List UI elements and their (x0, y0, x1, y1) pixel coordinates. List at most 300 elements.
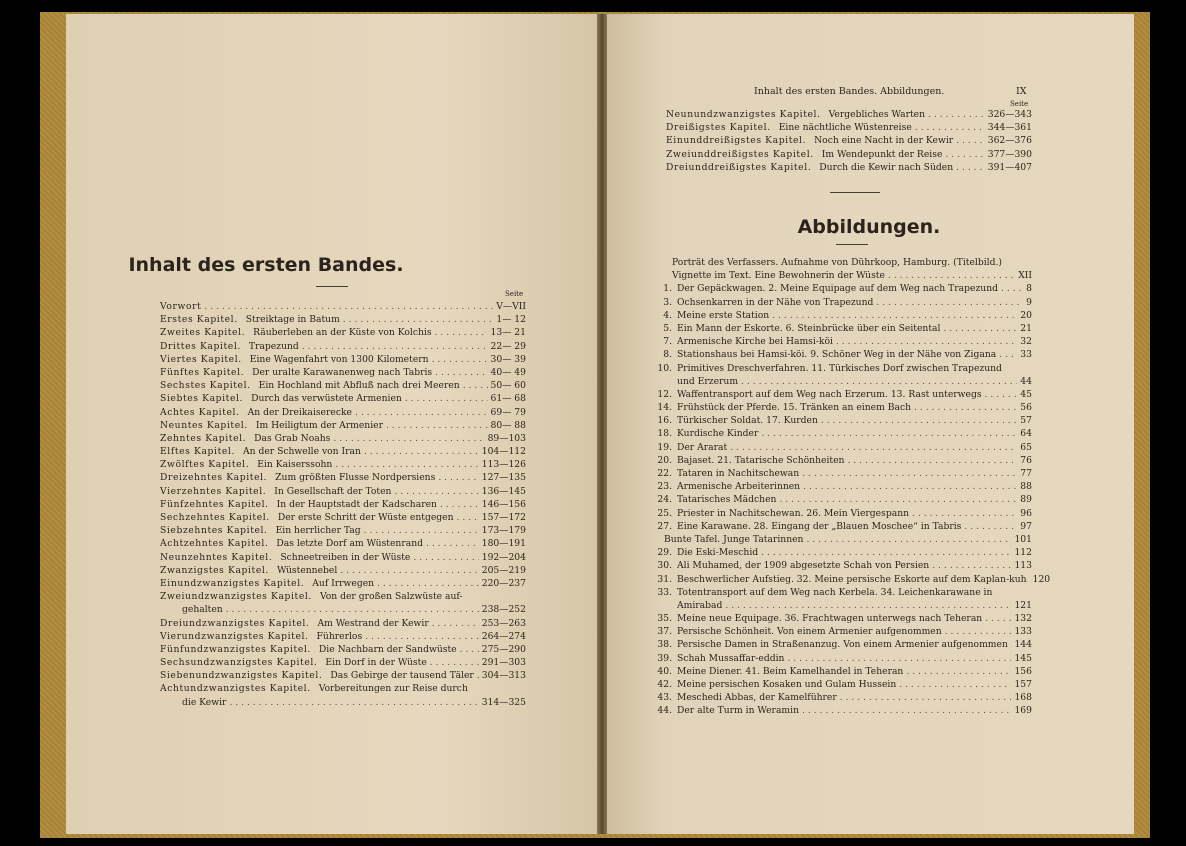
illustration-label (652, 348, 996, 361)
illustration-number: 33. (657, 586, 672, 598)
chapter-number: Dreiundzwanzigstes Kapitel. (160, 617, 310, 629)
toc-entry (160, 326, 526, 339)
illustration-label (652, 638, 1008, 651)
toc-entry (666, 134, 1032, 147)
illustration-page: 65 (1020, 441, 1032, 453)
toc-entry (160, 300, 526, 313)
illustration-caption: Eine Karawane. 28. Eingang der „Blauen Moschee“ in Tabris (677, 520, 962, 532)
toc-entry (160, 458, 526, 471)
illustration-number: 38. (657, 639, 672, 651)
page-range: 180—191 (481, 538, 526, 550)
chapter-title: Räuberleben an der Küste von Kolchis (253, 327, 432, 339)
illustration-entry (652, 625, 1032, 638)
leader-dots (430, 656, 479, 669)
toc-entry (160, 564, 526, 577)
toc-entry-label (160, 340, 299, 353)
toc-entry-label (160, 326, 432, 339)
leader-dots (333, 432, 484, 445)
illustration-entry (652, 493, 1032, 506)
page-range: V—VII (496, 301, 526, 312)
toc-entry-label (666, 108, 925, 121)
toc-entry (160, 682, 526, 695)
page-range: 264—274 (481, 630, 526, 642)
illustration-caption: Die Eski-Meschid (677, 547, 759, 559)
running-head: Inhalt des ersten Bandes. Abbildungen. (754, 86, 945, 97)
toc-entry-label (160, 366, 432, 379)
illustration-page: XII (1018, 270, 1032, 282)
leader-dots (477, 669, 479, 682)
illustration-label (652, 362, 1002, 375)
toc-entry-label (160, 392, 402, 405)
illustration-number: 12. (657, 388, 672, 400)
illustration-entry (652, 586, 1032, 599)
illustration-caption: Armenische Arbeiterinnen (677, 481, 801, 493)
chapter-number: Achtzehntes Kapitel. (160, 538, 269, 550)
illustration-page: 157 (1014, 679, 1032, 690)
illustration-entry (652, 335, 1032, 348)
chapter-number: Neunzehntes Kapitel. (160, 551, 273, 563)
leader-dots (229, 696, 478, 709)
toc-entry (160, 524, 526, 537)
toc-entry (666, 161, 1032, 174)
illustration-caption: Frühstück der Pferde. 15. Tränken an einem Bach (677, 402, 912, 414)
illustration-label (652, 704, 799, 717)
toc-entry-label (160, 630, 362, 643)
chapter-title: Durch das verwüstete Armenien (251, 393, 402, 405)
chapter-title: Zum größten Flusse Nordpersiens (275, 472, 436, 484)
leader-dots (435, 366, 487, 379)
illustration-caption: Priester in Nachitschewan. 26. Mein Viergespann (677, 507, 910, 519)
illustration-caption: Waffentransport auf dem Weg nach Erzerum. 13. Rast unterwegs (677, 388, 982, 400)
illustration-label (652, 269, 885, 282)
illustration-page: 32 (1020, 336, 1032, 348)
illustration-entry (652, 375, 1032, 388)
toc-entry (160, 445, 526, 458)
toc-entry-label (160, 419, 383, 432)
chapter-number: Siebzehntes Kapitel. (160, 525, 268, 537)
toc-entry-label (160, 590, 463, 603)
illustration-label (652, 546, 758, 559)
leader-dots (803, 480, 1017, 493)
illustration-label (652, 652, 784, 665)
illustration-page: 168 (1014, 692, 1032, 704)
page-range: 40— 49 (490, 366, 526, 378)
illustration-label (652, 414, 818, 427)
illustration-entry (652, 652, 1032, 665)
page-range: 173—179 (481, 525, 526, 537)
chapter-number: Achtundzwanzigstes Kapitel. (160, 683, 311, 695)
illustration-page: 20 (1020, 309, 1032, 321)
chapter-title: Das Grab Noahs (254, 432, 331, 444)
chapter-title: Führerlos (316, 630, 363, 642)
illustration-number: 39. (657, 652, 672, 664)
toc-entry-continuation (160, 603, 526, 616)
illustration-label (664, 533, 803, 546)
illustration-caption: Persische Schönheit. Von einem Armenier aufgenommen (677, 626, 942, 638)
page-range: 391—407 (987, 161, 1032, 173)
leader-dots (302, 340, 488, 353)
toc-entry-label (160, 537, 423, 550)
toc-entry (160, 630, 526, 643)
illustration-page: 96 (1020, 507, 1032, 519)
page-range: 104—112 (481, 446, 526, 458)
chapter-number: Zwölftes Kapitel. (160, 459, 250, 471)
illustration-number: 25. (657, 507, 672, 519)
illustration-label (652, 678, 896, 691)
toc-entry (160, 432, 526, 445)
page-range: 326—343 (987, 109, 1032, 120)
leader-dots (985, 612, 1011, 625)
illustrations-title: Abbildungen. (797, 216, 941, 238)
page-range: 220—237 (481, 577, 526, 589)
leader-dots (906, 665, 1011, 678)
leader-dots (914, 401, 1017, 414)
illustrations-rule (836, 244, 868, 245)
chapter-number: Siebenundzwanzigstes Kapitel. (160, 670, 323, 682)
toc-entry-label (160, 445, 361, 458)
illustration-page: 21 (1020, 322, 1032, 334)
illustration-page: 64 (1020, 428, 1032, 440)
section-rule (830, 192, 880, 193)
illustration-caption: Der Gepäckwagen. 2. Meine Equipage auf dem Weg nach Trapezund (677, 283, 999, 295)
illustration-number: 31. (657, 573, 672, 585)
toc-entry (160, 656, 526, 669)
illustration-caption: Schah Mussaffar-eddin (677, 652, 785, 664)
illustration-entry (652, 362, 1032, 375)
leader-dots (761, 546, 1011, 559)
toc-entry-label (160, 353, 429, 366)
illustration-page: 77 (1020, 468, 1032, 479)
chapter-title: An der Schwelle von Iran (242, 446, 361, 458)
toc-entry-label (160, 682, 468, 695)
illustration-label (652, 335, 833, 348)
toc-entry (160, 577, 526, 590)
leader-dots (836, 335, 1017, 348)
illustration-label (652, 586, 992, 599)
leader-dots (413, 551, 478, 564)
toc-entry-label (160, 564, 337, 577)
illustration-number: 24. (657, 494, 672, 506)
leader-dots (340, 564, 478, 577)
toc-entry (160, 353, 526, 366)
page-range: 314—325 (481, 696, 526, 708)
chapter-number: Sechzehntes Kapitel. (160, 512, 270, 523)
leader-dots (806, 533, 1011, 546)
leader-dots (460, 643, 479, 656)
page-range: 69— 79 (490, 406, 526, 418)
chapter-number: Viertes Kapitel. (160, 353, 242, 365)
leader-dots (802, 704, 1011, 717)
leader-dots (912, 507, 1017, 520)
chapter-title: Wüstennebel (276, 564, 338, 576)
illustration-page: 33 (1020, 349, 1032, 361)
title-rule (316, 286, 348, 287)
illustration-label (652, 427, 758, 440)
illustration-page: 97 (1020, 520, 1032, 532)
chapter-number: Fünftes Kapitel. (160, 366, 245, 378)
toc-list (160, 300, 526, 709)
chapter-title: Das Gebirge der tausend Täler (330, 670, 474, 682)
illustration-number: 35. (657, 613, 672, 625)
toc-entry-label (666, 121, 912, 134)
illustration-entry (652, 520, 1032, 533)
illustration-number: 8. (663, 349, 672, 361)
chapter-title: An der Dreikaiserecke (247, 406, 352, 418)
chapter-title: Ein Dorf in der Wüste (325, 657, 427, 669)
leader-dots (888, 269, 1015, 282)
leader-dots (999, 348, 1017, 361)
illustration-caption: Der alte Turm in Weramin (677, 705, 799, 717)
toc-entry-label (160, 551, 410, 564)
leader-dots (741, 375, 1017, 388)
illustration-page: 169 (1014, 705, 1032, 717)
illustration-label (652, 322, 940, 335)
leader-dots (1001, 282, 1023, 295)
toc-entry-label (160, 379, 460, 392)
illustration-page: 113 (1014, 560, 1032, 572)
illustration-number: 1. (663, 283, 672, 295)
toc-entry (160, 498, 526, 511)
leader-dots (440, 498, 479, 511)
leader-dots (457, 511, 479, 524)
toc-entry (160, 590, 526, 603)
page-range: 113—126 (481, 459, 526, 471)
illustration-page: 101 (1014, 533, 1032, 545)
page-range: 157—172 (481, 512, 526, 523)
illustration-label (652, 520, 961, 533)
illustration-number: 14. (657, 402, 672, 414)
leader-dots (343, 313, 494, 326)
illustration-caption: Tataren in Nachitschewan (677, 468, 800, 479)
page-range: 377—390 (987, 148, 1032, 160)
chapter-title: Streiktage in Batum (245, 314, 340, 326)
toc-entry (666, 121, 1032, 134)
illustration-page: 112 (1014, 547, 1032, 559)
chapter-number: Neunundzwanzigstes Kapitel. (666, 109, 821, 120)
page-range: 205—219 (481, 564, 526, 576)
chapter-title: Der erste Schritt der Wüste entgegen (277, 512, 454, 523)
illustration-caption: Meine neue Equipage. 36. Frachtwagen unterwegs nach Teheran (677, 613, 983, 625)
toc-entry-label (160, 485, 391, 498)
toc-entry-label (160, 300, 201, 313)
illustration-label (652, 309, 769, 322)
chapter-number: Dreißigstes Kapitel. (666, 122, 771, 134)
illustration-label (652, 625, 942, 638)
leader-dots (956, 134, 985, 147)
leader-dots (928, 108, 985, 121)
illustration-entry (652, 691, 1032, 704)
toc-entry-label (666, 161, 953, 174)
chapter-title: Im Heiligtum der Armenier (255, 419, 383, 431)
leader-dots (435, 326, 488, 339)
illustration-number: 43. (657, 692, 672, 704)
illustration-caption: Kurdische Kinder (677, 428, 759, 440)
leader-dots (779, 493, 1017, 506)
illustrations-list (652, 256, 1051, 718)
illustration-entry (652, 401, 1032, 414)
toc-entry (160, 643, 526, 656)
chapter-title: Schneetreiben in der Wüste (280, 551, 411, 563)
illustration-label (652, 480, 800, 493)
illustration-page: 145 (1014, 652, 1032, 664)
page-number: IX (1016, 86, 1027, 97)
chapter-number: Vierundzwanzigstes Kapitel. (160, 630, 309, 642)
illustration-caption: Meine persischen Kosaken und Gulam Hussein (677, 679, 897, 690)
leader-dots (386, 419, 488, 432)
leader-dots (840, 691, 1012, 704)
illustration-label (652, 454, 844, 467)
toc-entry (160, 537, 526, 550)
illustration-entry (652, 454, 1032, 467)
illustration-label (652, 493, 776, 506)
toc-entry-label (160, 498, 437, 511)
toc-entry-label (160, 524, 361, 537)
seite-label-right: Seite (1010, 100, 1029, 108)
chapter-number: Dreiunddreißigstes Kapitel. (666, 161, 812, 173)
chapter-title: Der uralte Karawanenweg nach Tabris (252, 366, 433, 378)
illustration-label (652, 599, 722, 612)
illustration-entry (652, 427, 1032, 440)
toc-entry (160, 366, 526, 379)
chapter-title: Ein herrlicher Tag (275, 525, 361, 537)
illustration-entry (652, 309, 1032, 322)
toc-entry (160, 617, 526, 630)
leader-dots (364, 524, 479, 537)
toc-entry (160, 551, 526, 564)
chapter-title: Am Westrand der Kewir (317, 617, 429, 629)
leader-dots (964, 520, 1017, 533)
illustration-number: 22. (657, 468, 672, 479)
chapter-title: Die Nachbarn der Sandwüste (318, 643, 457, 655)
illustration-entry (652, 269, 1032, 282)
chapter-number: Drittes Kapitel. (160, 340, 241, 352)
chapter-number: Elftes Kapitel. (160, 446, 235, 458)
chapter-number: Erstes Kapitel. (160, 314, 238, 326)
leader-dots (943, 322, 1017, 335)
illustration-caption: Amirabad (677, 599, 723, 611)
leader-dots (365, 630, 479, 643)
illustration-entry (652, 467, 1032, 480)
illustration-number: 4. (663, 309, 672, 321)
page-range: 238—252 (481, 604, 526, 616)
illustration-page: 56 (1020, 402, 1032, 414)
leader-dots (945, 148, 984, 161)
illustration-caption: Totentransport auf dem Weg nach Kerbela. 34. Leichenkarawane in (677, 586, 993, 598)
illustration-label (652, 467, 799, 480)
leader-dots (730, 441, 1017, 454)
page-range: 304—313 (481, 670, 526, 682)
toc-entry (160, 392, 526, 405)
leader-dots (761, 427, 1017, 440)
illustration-caption: Bajaset. 21. Tatarische Schönheiten (677, 454, 845, 466)
toc-entry (160, 471, 526, 484)
chapter-title: Ein Kaiserssohn (257, 459, 333, 471)
illustration-page: 121 (1014, 599, 1032, 611)
chapter-number: Einunddreißigstes Kapitel. (666, 135, 807, 147)
illustration-page: 8 (1026, 283, 1032, 295)
illustration-label (652, 507, 909, 520)
leader-dots (956, 161, 985, 174)
illustration-page: 45 (1020, 388, 1032, 400)
illustration-page: 89 (1020, 494, 1032, 506)
chapter-number: Sechsundzwanzigstes Kapitel. (160, 657, 318, 669)
illustration-number: 19. (657, 441, 672, 453)
illustration-entry (652, 678, 1032, 691)
illustration-entry (652, 414, 1032, 427)
illustration-caption: Ali Muhamed, der 1909 abgesetzte Schah von Persien (677, 560, 930, 572)
illustration-number: 42. (657, 679, 672, 690)
page-range: 80— 88 (490, 419, 526, 431)
illustration-number: 20. (657, 454, 672, 466)
chapter-title-continued: die Kewir (182, 696, 227, 708)
illustration-label (652, 559, 929, 572)
illustration-caption: Meschedi Abbas, der Kamelführer (677, 692, 837, 704)
illustration-number: 16. (657, 415, 672, 427)
leader-dots (432, 617, 479, 630)
illustration-caption: Beschwerlicher Aufstieg. 32. Meine persische Eskorte auf dem Kaplan-kuh (677, 573, 1027, 585)
leader-dots (725, 599, 1011, 612)
book-gutter (597, 14, 607, 834)
chapter-number: Fünfundzwanzigstes Kapitel. (160, 643, 311, 655)
illustration-page: 76 (1020, 454, 1032, 466)
toc-entry-continuation (160, 696, 526, 709)
page-range: 22— 29 (490, 340, 526, 352)
illustration-label (652, 573, 1027, 586)
illustration-label (652, 296, 873, 309)
toc-entry-label (160, 617, 429, 630)
illustration-number: 30. (657, 560, 672, 572)
chapter-title: Trapezund (248, 340, 299, 352)
toc-entry (160, 340, 526, 353)
leader-dots (1011, 638, 1012, 651)
illustration-number: 27. (657, 520, 672, 532)
illustration-caption: Meine erste Station (677, 309, 770, 321)
toc-entry (160, 419, 526, 432)
chapter-title: Noch eine Nacht in der Kewir (814, 135, 954, 147)
toc-entry-label (160, 577, 374, 590)
chapter-title: Im Wendepunkt der Reise (821, 148, 943, 160)
leader-dots (821, 414, 1017, 427)
leader-dots (335, 458, 478, 471)
page-range: 136—145 (481, 485, 526, 497)
page-range: 13— 21 (490, 327, 526, 339)
illustration-entry (652, 507, 1032, 520)
leader-dots (405, 392, 488, 405)
toc-entry-label (160, 656, 427, 669)
leader-dots (394, 485, 478, 498)
chapter-number: Zwanzigstes Kapitel. (160, 564, 269, 576)
page-range: 344—361 (987, 122, 1032, 134)
toc-entry-label (160, 643, 457, 656)
illustration-caption: Meine Diener. 41. Beim Kamelhandel in Teheran (677, 665, 904, 677)
chapter-title: In Gesellschaft der Toten (274, 485, 392, 497)
leader-dots (438, 471, 478, 484)
leader-dots (802, 467, 1017, 480)
page-range: 127—135 (481, 472, 526, 484)
illustration-number: 18. (657, 428, 672, 440)
page-range: 61— 68 (490, 393, 526, 405)
illustration-label (652, 256, 1002, 269)
illustration-page: 132 (1014, 613, 1032, 625)
chapter-title-continued: gehalten (182, 604, 223, 616)
illustration-label (652, 401, 911, 414)
illustration-page: 44 (1020, 375, 1032, 387)
illustration-entry (652, 296, 1032, 309)
page-range: 291—303 (481, 657, 526, 669)
illustration-page: 88 (1020, 481, 1032, 493)
toc-entry (160, 485, 526, 498)
chapter-number: Einundzwanzigstes Kapitel. (160, 577, 305, 589)
